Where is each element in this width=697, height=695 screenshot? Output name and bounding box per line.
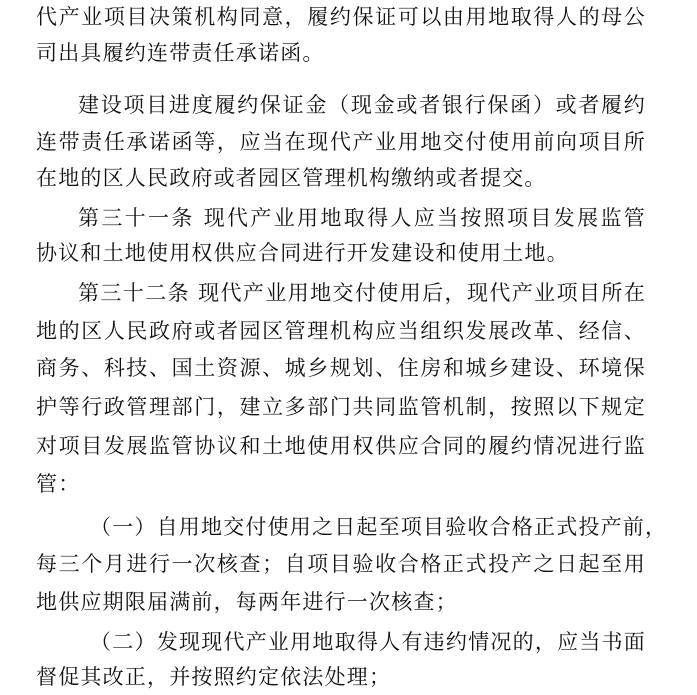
text-line: 连带责任承诺函等，应当在现代产业用地交付使用前向项目所 [36,130,646,154]
text-line: 地供应期限届满前，每两年进行一次核查； [36,590,458,614]
text-line: 护等行政管理部门，建立多部门共同监管机制，按照以下规定 [36,395,646,419]
text-line: 第三十一条 现代产业用地取得人应当按照项目发展监管 [78,206,646,230]
text-line: 对项目发展监管协议和土地使用权供应合同的履约情况进行监 [36,434,646,458]
text-line: 司出具履约连带责任承诺函。 [36,41,325,65]
text-line: 代产业项目决策机构同意，履约保证可以由用地取得人的母公 [36,5,646,29]
text-line: 督促其改正，并按照约定依法处理； [36,665,392,689]
text-line: 管： [36,472,81,496]
text-line: 每三个月进行一次核查；自项目验收合格正式投产之日起至用 [36,552,646,576]
text-line: 协议和土地使用权供应合同进行开发建设和使用土地。 [36,241,569,265]
text-line: （二）发现现代产业用地取得人有违约情况的，应当书面 [90,630,646,654]
text-line: （一）自用地交付使用之日起至项目验收合格正式投产前， [90,515,668,539]
text-line: 商务、科技、国土资源、城乡规划、住房和城乡建设、环境保 [36,356,646,380]
text-line: 在地的区人民政府或者园区管理机构缴纳或者提交。 [36,166,547,190]
text-line: 建设项目进度履约保证金（现金或者银行保函）或者履约 [78,93,646,117]
text-line: 第三十二条 现代产业用地交付使用后，现代产业项目所在 [78,281,646,305]
text-line: 地的区人民政府或者园区管理机构应当组织发展改革、经信、 [36,319,646,343]
